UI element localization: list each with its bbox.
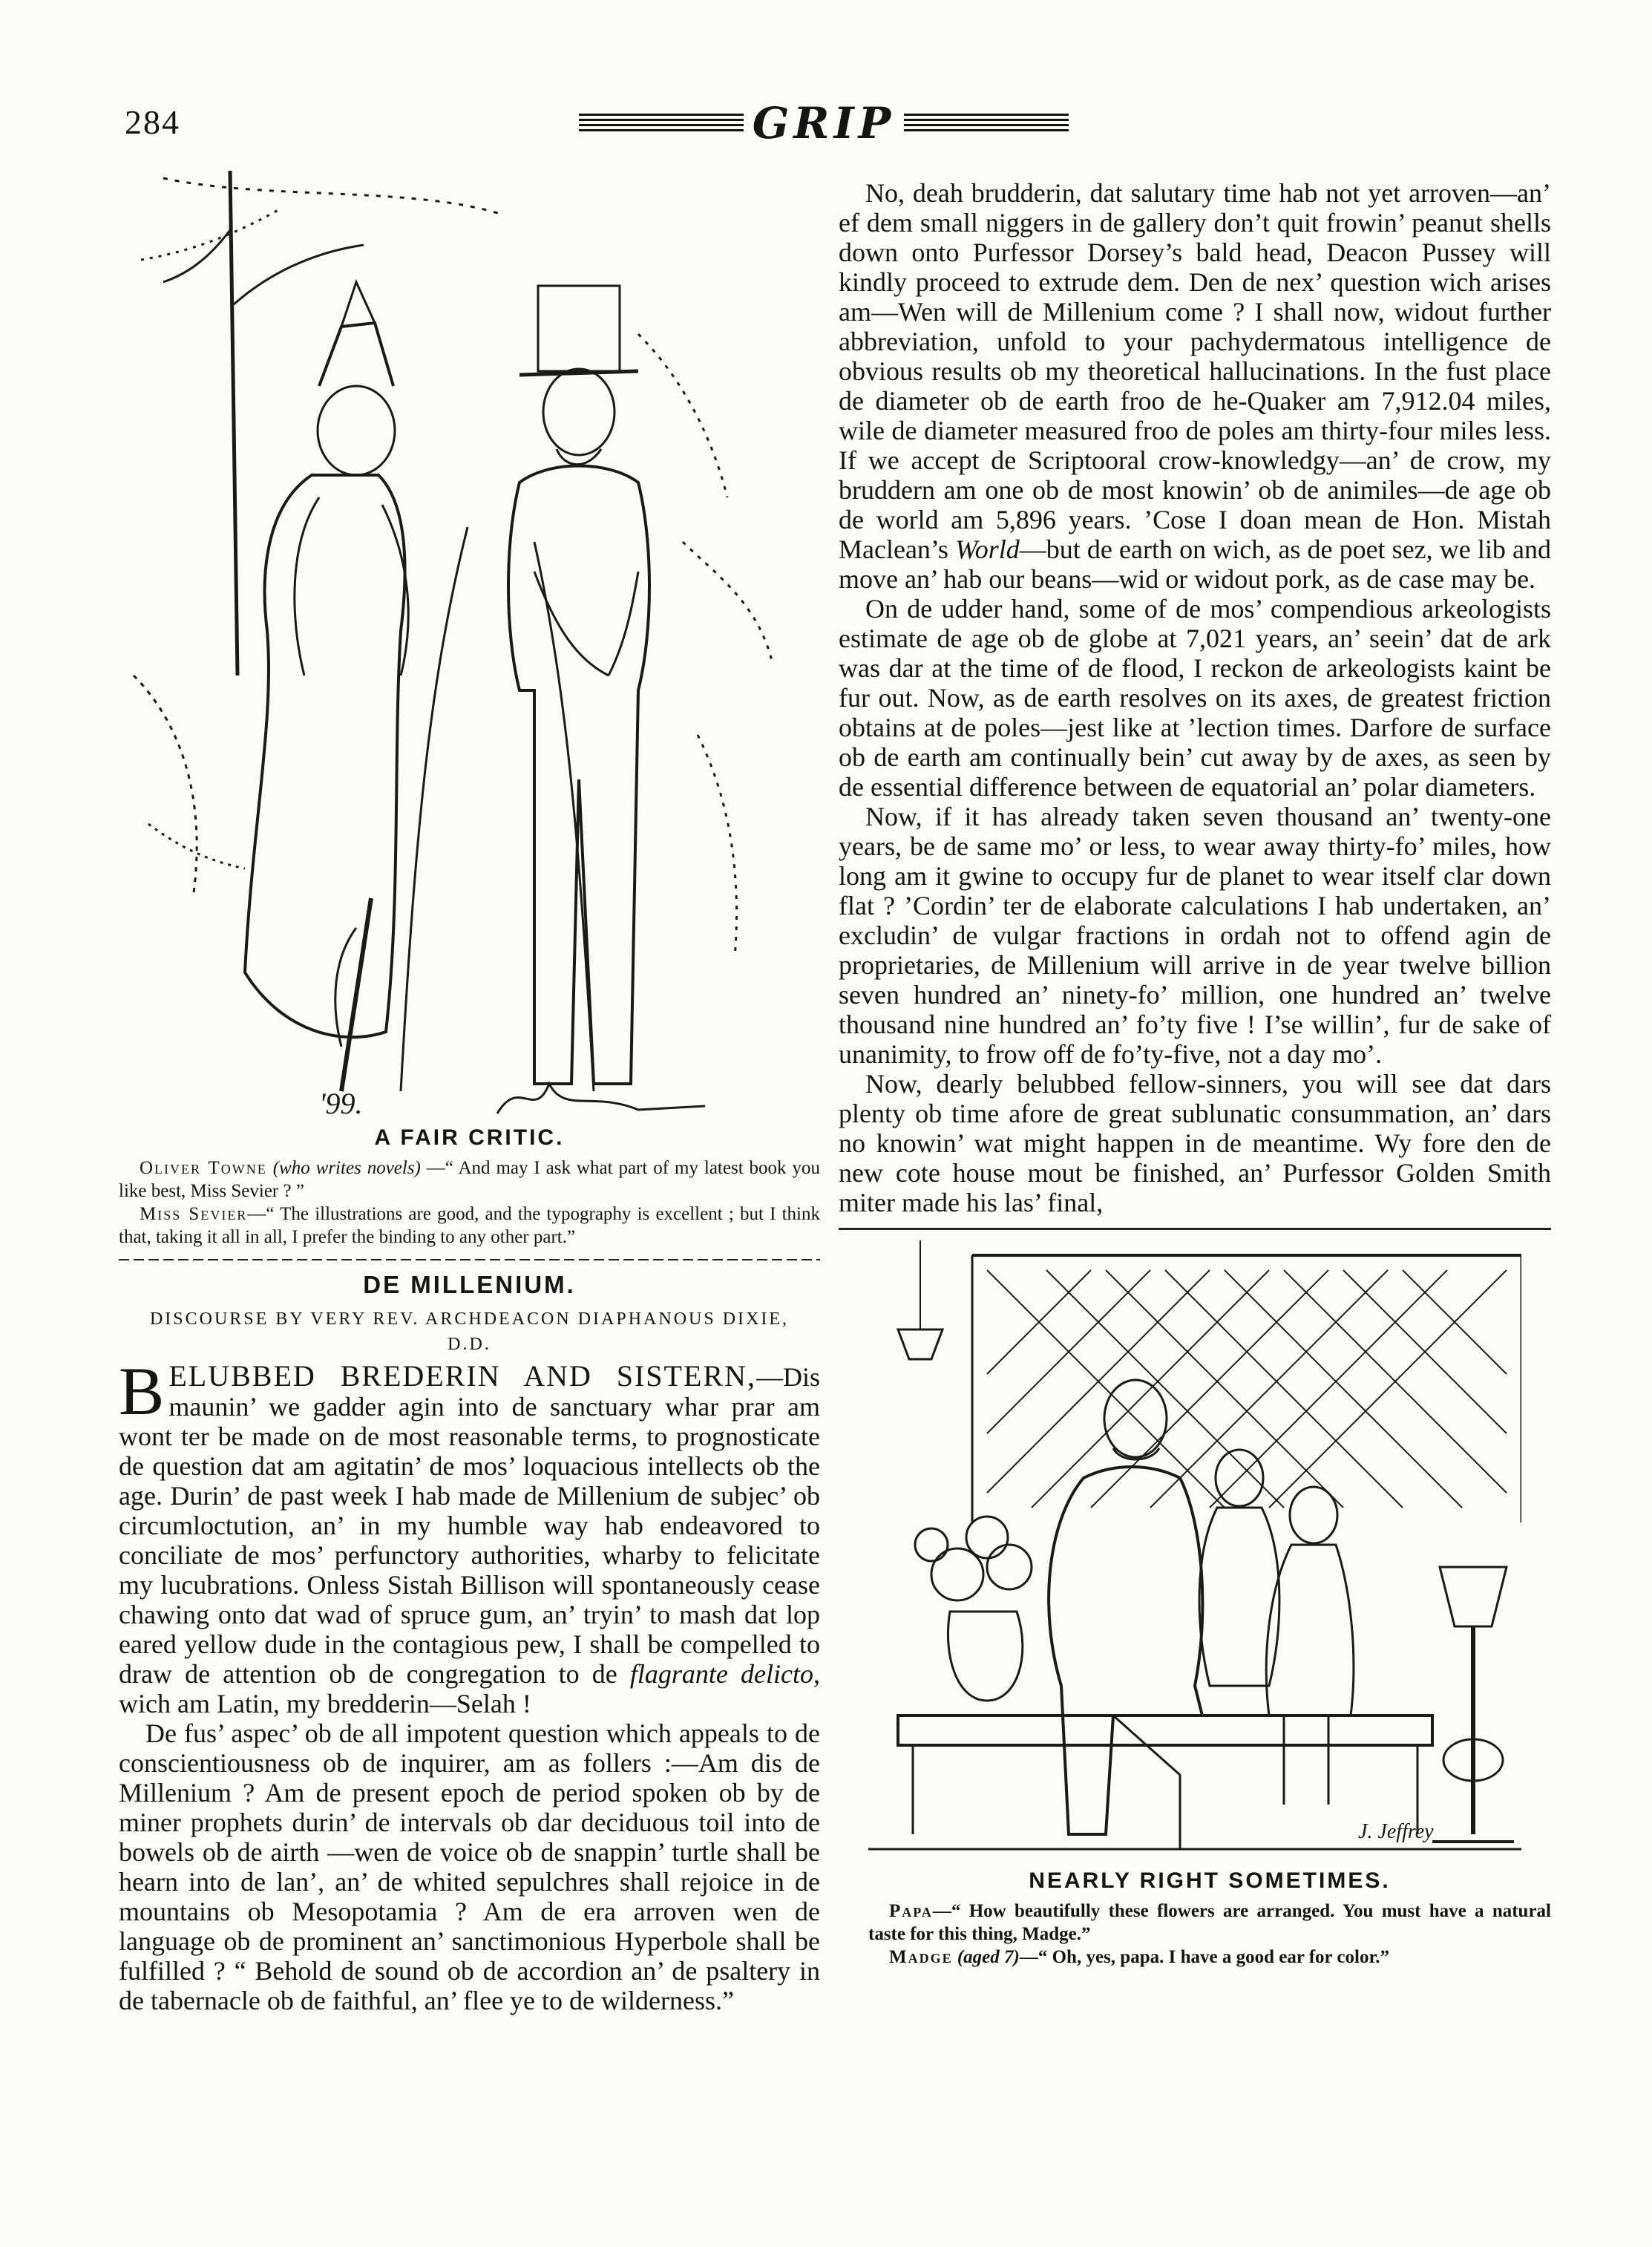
speaker-note: (aged 7): [957, 1947, 1020, 1967]
nearly-right-title: NEARLY RIGHT SOMETIMES.: [1029, 1868, 1391, 1893]
nearly-right-line-1: [868, 1900, 1551, 1946]
paragraph-text: —Dis maunin’ we gadder agin into de sanctuary whar prar am wont ter be made on de most reasonable terms, to prognosticate de question dat am agitatin’ de mos’ loquacious intellects ob the age. Durin’ de past week I hab made de Millenium de subjec’ ob circumloctution, an’ in my humble way hab endeavored to conciliate de mos’ perfunctory authorities, wharby to felicitate my lucubrations. Onless Sistah Billison will spontaneously cease chawing onto dat wad of spruce gum, an’ tryin’ to mash dat lop eared yellow dude in the contagious pew, I shall be compelled to draw de attention ob de congregation to de: [119, 1362, 820, 1689]
article-paragraph: [119, 1353, 821, 1718]
paragraph-text: wich am Latin, my bredderin—Selah !: [119, 1689, 531, 1718]
article-paragraph: De fus’ aspec’ ob de all impotent question which appeals to de conscientiousness ob de inquirer, am as follers :—Am dis de Millenium ? Am de present epoch de period spoken ob by de miner prophets durin’ de intervals ob dar deciduous toil into de bowels ob de airth —wen de voice ob de snappin’ turtle shall be hearn into de lan’, an’ de whited sepulchres shall rejoice in de mountains ob Mesopotamia ? Am de era arroven wen de language ob de prominent an’ sanctimonious Hyperbole shall be fulfilled ? “ Behold de sound ob de accordion an’ de psaltery in de tabernacle ob de faithful, an’ flee ye to de wilderness.”: [119, 1718, 820, 2015]
masthead: [579, 94, 1069, 153]
fair-critic-signature: '99.: [319, 1087, 363, 1120]
speaker-papa: Papa: [889, 1901, 933, 1921]
fair-critic-line-2: [119, 1203, 820, 1249]
page-number: 284: [125, 103, 180, 141]
right-column: [839, 178, 1551, 1969]
fair-critic-line-1: [119, 1157, 820, 1203]
masthead-rule-right: [904, 114, 1069, 133]
masthead-title: GRIP: [752, 98, 896, 148]
article-paragraph: Now, if it has already taken seven thousand an’ twenty-one years, be de same mo’ or less, to wear away thirty-fo’ miles, how long am it gwine to occupy fur de planet to wear itself clar down flat ? ’Cordin’ ter de elaborate calculations I hab undertaken, an’ excludin’ de vulgar fractions in ordah not to offend agin de proprietaries, de Millenium will arrive in de year twelve billion seven hundred an’ ninety-fo’ million, one hundred an’ twelve thousand nine hundred an’ fo’ty five ! I’se willin’, fur de sake of unanimity, to frow off de fo’ty-five, not a day mo’.: [839, 802, 1551, 1069]
section-divider: [119, 1259, 820, 1260]
left-column: [119, 156, 820, 2015]
world-title: World: [955, 534, 1020, 564]
line-text: —“ And may I ask what part of my latest book you like best, Miss Sevier ? ”: [119, 1158, 820, 1201]
article-paragraph: [839, 178, 1551, 594]
paragraph-text: —but de earth on wich, as de poet sez, we lib and move an’ hab our beans—wid or widout pork, as de case may be.: [839, 534, 1552, 594]
speaker-madge: Madge: [889, 1947, 953, 1967]
line-text: —“ Oh, yes, papa. I have a good ear for color.”: [1019, 1947, 1390, 1967]
nearly-right-illustration: [868, 1240, 1551, 1864]
speaker-miss-sevier: Miss Sevier: [140, 1204, 248, 1224]
article-byline: DISCOURSE BY VERY REV. ARCHDEACON DIAPHANOUS DIXIE, D.D.: [149, 1309, 790, 1354]
article-body-left: [119, 1353, 821, 2015]
latin-phrase: flagrante delicto,: [629, 1659, 821, 1689]
paragraph-text: No, deah brudderin, dat salutary time hab not yet arroven—an’ ef dem small niggers in de gallery don’t quit frowin’ peanut shells down onto Purfessor Dorsey’s bald head, Deacon Pussey will kindly proceed to extrude dem. Den de nex’ question wich arises am—Wen will de Millenium come ? I shall now, widout further abbreviation, unfold to your pachydermatous intelligence de obvious results ob my theoretical hallucinations. In the fust place de diameter ob de earth froo de he-Quaker am 7,912.04 miles, wile de diameter measured froo de poles am thirty-four miles less. If we accept de Scriptooral crow-knowledgy—an’ de crow, my bruddern am one ob de most knowin’ ob de animiles—de age ob de world am 5,896 years. ’Cose I doan mean de Hon. Mistah Maclean’s: [839, 178, 1551, 564]
nearly-right-signature: J. Jeffrey: [1358, 1820, 1434, 1843]
fair-critic-title: A FAIR CRITIC.: [374, 1125, 565, 1150]
drop-cap: B: [119, 1353, 165, 1429]
line-text: —“ The illustrations are good, and the typography is excellent ; but I think that, taking it all in all, I prefer the binding to any other part.”: [119, 1204, 820, 1247]
article-title: DE MILLENIUM.: [363, 1271, 576, 1298]
fair-critic-illustration: [119, 156, 820, 1121]
nearly-right-engraving: [868, 1240, 1521, 1864]
section-divider: [839, 1228, 1551, 1230]
salutation: ELUBBED BREDERIN AND SISTERN,: [168, 1359, 756, 1393]
article-body-right: [839, 178, 1551, 1217]
masthead-rule-left: [579, 114, 744, 133]
nearly-right-line-2: [868, 1946, 1551, 1969]
article-paragraph: On de udder hand, some of de mos’ compendious arkeologists estimate de age ob de globe at 7,021 years, an’ seein’ dat de ark was dar at the time of de flood, I reckon de arkeologists kaint be fur out. Now, as de earth resolves on its axes, de greatest friction obtains at de poles—jest like at ’lection times. Darfore de surface ob de earth am continually bein’ cut away by de axes, as seen by de essential difference between de equatorial an’ polar diameters.: [839, 594, 1551, 802]
fair-critic-engraving: [119, 156, 820, 1121]
article-paragraph: Now, dearly belubbed fellow-sinners, you will see dat dars plenty ob time afore de great sublunatic consummation, an’ dars no knowin’ wat might happen in de meantime. Wy fore den de new cote house mout be finished, an’ Purfessor Golden Smith miter made his las’ final,: [839, 1069, 1551, 1217]
speaker-note: (who writes novels): [272, 1158, 421, 1178]
speaker-oliver-towne: Oliver Towne: [140, 1158, 267, 1178]
line-text: —“ How beautifully these flowers are arranged. You must have a natural taste for this thing, Madge.”: [868, 1901, 1551, 1944]
illustrator-monogram: [497, 1084, 705, 1113]
